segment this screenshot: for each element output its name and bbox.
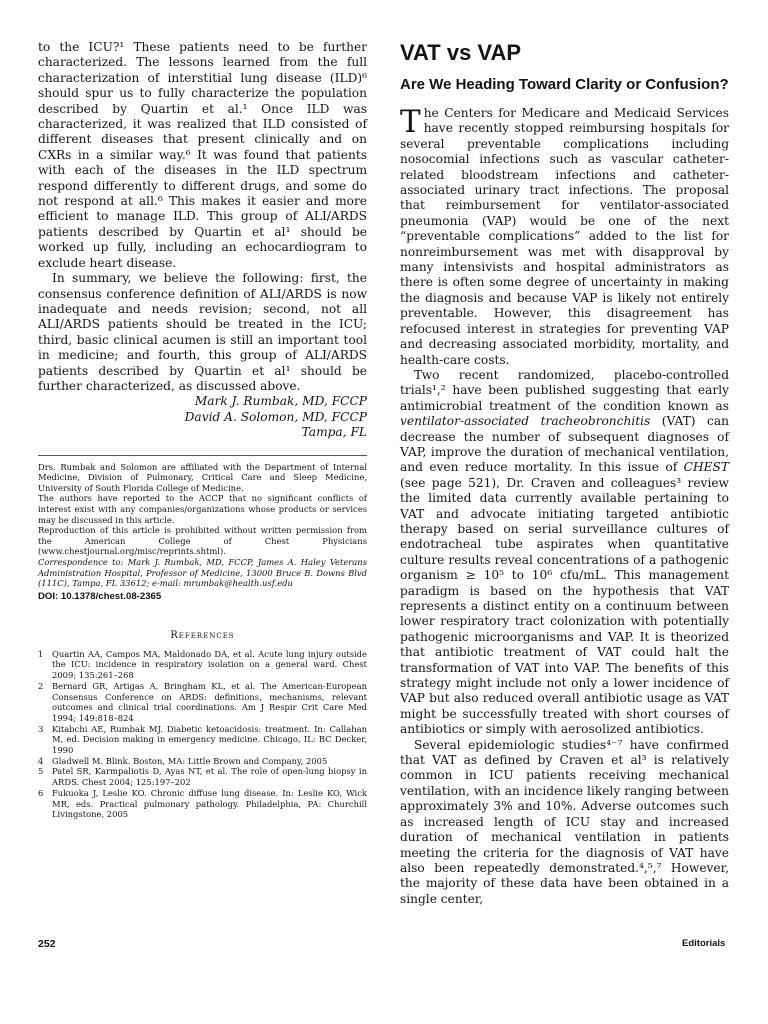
footnote-affiliation: Drs. Rumbak and Solomon are affiliated with the Department of Internal Medicine, Division of Pulmonary, Critical Care and Sleep Medicine, University of South Florida College of Medicine. [38, 461, 367, 493]
reference-item [38, 766, 367, 787]
footnote-divider [38, 455, 367, 456]
reference-number: 5 [38, 766, 44, 777]
reference-item [38, 788, 367, 820]
reference-text: Patel SR, Karmpaliotis D, Ayas NT, et al. The role of open-lung biopsy in ARDS. Chest 2004; 125:197–202 [52, 766, 367, 788]
reference-text: Gladwell M. Blink. Boston, MA: Little Brown and Company, 2005 [52, 755, 328, 766]
footnote-correspondence: Correspondence to: Mark J. Rumbak, MD, FCCP, James A. Haley Veterans Administration Hospital, Professor of Medicine, 13000 Bruce B. Downs Blvd (111C), Tampa, FL 33612; e-mail: mrumbak@health.usf.edu [38, 556, 367, 589]
reference-item [38, 756, 367, 767]
author-signature [38, 394, 367, 440]
reference-number: 1 [38, 648, 44, 659]
author-2: David A. Solomon, MD, FCCP [184, 409, 367, 424]
editorial-subtitle: Are We Heading Toward Clarity or Confusion? [400, 76, 729, 93]
vat-term: ventilator-associated tracheobronchitis [400, 414, 651, 429]
author-location: Tampa, FL [301, 425, 367, 440]
left-column [38, 40, 367, 820]
reference-item [38, 724, 367, 756]
reference-number: 2 [38, 680, 44, 691]
references-heading: References [170, 629, 235, 641]
drop-cap: T [400, 104, 421, 140]
intro-text: he Centers for Medicare and Medicaid Services have recently stopped reimbursing hospitals for several preventable complications including nosocomial infections such as vascular catheter-related bloodstream infections and catheter-associated urinary tract infections. The proposal that reimbursement for ventilator-associated pneumonia (VAP) would be one of the next “preventable complications” added to the list for nonreimbursement was met with disapproval by many intensivists and hospital administrators as there is often some degree of uncertainty in making the diagnosis and because VAP is likely not entirely preventable. However, this disagreement has refocused interest in strategies for preventing VAP and decreasing associated morbidity, mortality, and health-care costs. [400, 106, 729, 367]
reference-text: Kitabchi AE, Rumbak MJ. Diabetic ketoacidosis: treatment. In: Callahan M, ed. Decision making in emergency medicine. Chicago, IL: BC Decker, 1990 [52, 723, 367, 756]
reference-number: 6 [38, 787, 44, 798]
author-1: Mark J. Rumbak, MD, FCCP [194, 394, 367, 409]
footnote-disclosure: The authors have reported to the ACCP that no significant conflicts of interest exist with any companies/organizations whose products or services may be discussed in this article. [38, 493, 367, 525]
body-paragraph: to the ICU?¹ These patients need to be further characterized. The lessons learned from the full characterization of interstitial lung disease (ILD)⁶ should spur us to fully characterize the population described by Quartin et al.¹ Once ILD was characterized, it was realized that ILD consisted of different diseases that present clinically and on CXRs in a similar way.⁶ It was found that patients with each of the diseases in the ILD spectrum respond differently to different drugs, and some do not respond at all.⁶ This makes it easier and more efficient to manage ILD. This group of ALI/ARDS patients described by Quartin et al¹ should be worked up fully, including an echocardiogram to exclude heart disease. [38, 40, 367, 270]
right-column [400, 40, 729, 907]
reference-text: Quartin AA, Campos MA, Maldonado DA, et al. Acute lung injury outside the ICU: incidence in respiratory isolation on a general ward. Chest 2009; 135:261–268 [52, 648, 367, 681]
summary-paragraph: In summary, we believe the following: first, the consensus conference definition of ALI/ARDS is now inadequate and needs revision; second, not all ALI/ARDS patients should be treated in the ICU; third, basic clinical acumen is still an important tool in medicine; and fourth, this group of ALI/ARDS patients described by Quartin et al¹ should be further characterized, as discussed above. [38, 271, 367, 393]
reference-item [38, 681, 367, 724]
epidemiology-paragraph: Several epidemiologic studies⁴⁻⁷ have confirmed that VAT as defined by Craven et al³ is relatively common in ICU patients receiving mechanical ventilation, with an incidence likely ranging between approximately 3% and 10%. Adverse outcomes such as increased length of ICU stay and increased duration of mechanical ventilation in patients meeting the criteria for the diagnosis of VAT have also been repeatedly demonstrated.⁴,⁵,⁷ However, the majority of these data have been obtained in a single center, [400, 737, 729, 906]
reference-number: 3 [38, 723, 44, 734]
references-list [38, 649, 367, 820]
reference-item [38, 649, 367, 681]
reference-text: Bernard GR, Artigas A, Bringham KL, et al. The American-European Consensus Conference on ARDS: definitions, mechanisms, relevant outcomes and clinical trial coordinations. Am J Respir Crit Care Med 1994; 149:818–824 [52, 680, 367, 723]
footnote [38, 462, 367, 602]
doi: DOI: 10.1378/chest.08-2365 [38, 590, 162, 602]
footnote-reproduction: Reproduction of this article is prohibited without written permission from the American College of Chest Physicians (www.chestjournal.org/misc/reprints.shtml). [38, 525, 367, 557]
reference-text: Fukuoka J, Leslie KO. Chronic diffuse lung disease. In: Leslie KO, Wick MR, eds. Practical pulmonary pathology. Philadelphia, PA: Churchill Livingstone, 2005 [52, 787, 367, 820]
reference-number: 4 [38, 755, 44, 766]
intro-paragraph [400, 106, 729, 368]
page-number: 252 [38, 938, 56, 950]
editorial-title: VAT vs VAP [400, 40, 522, 65]
section-label: Editorials [682, 938, 726, 949]
trials-paragraph: Two recent randomized, placebo-controlled trials¹,² have been published suggesting that early antimicrobial treatment of the condition known as ventilator-associated tracheobronchitis (VAT) can decrease the number of subsequent diagnoses of VAP, improve the duration of mechanical ventilation, and even reduce mortality. In this issue of CHEST (see page 521), Dr. Craven and colleagues³ review the limited data currently available pertaining to VAT and advocate initiating targeted antibiotic therapy based on serial surveillance cultures of endotracheal tube aspirates when quantitative culture results reveal concentrations of a pathogenic organism ≥ 10⁵ to 10⁶ cfu/mL. This management paradigm is based on the hypothesis that VAT represents a distinct entity on a continuum between lower respiratory tract colonization with potentially pathogenic microorganisms and VAP. It is theorized that antibiotic treatment of VAT could halt the transformation of VAT into VAP. The benefits of this strategy might include not only a lower incidence of VAP but also reduced overall antibiotic usage as VAT might be successfully treated with short courses of antibiotics or simply with aerosolized antibiotics. [400, 367, 729, 737]
journal-name: CHEST [683, 460, 729, 475]
